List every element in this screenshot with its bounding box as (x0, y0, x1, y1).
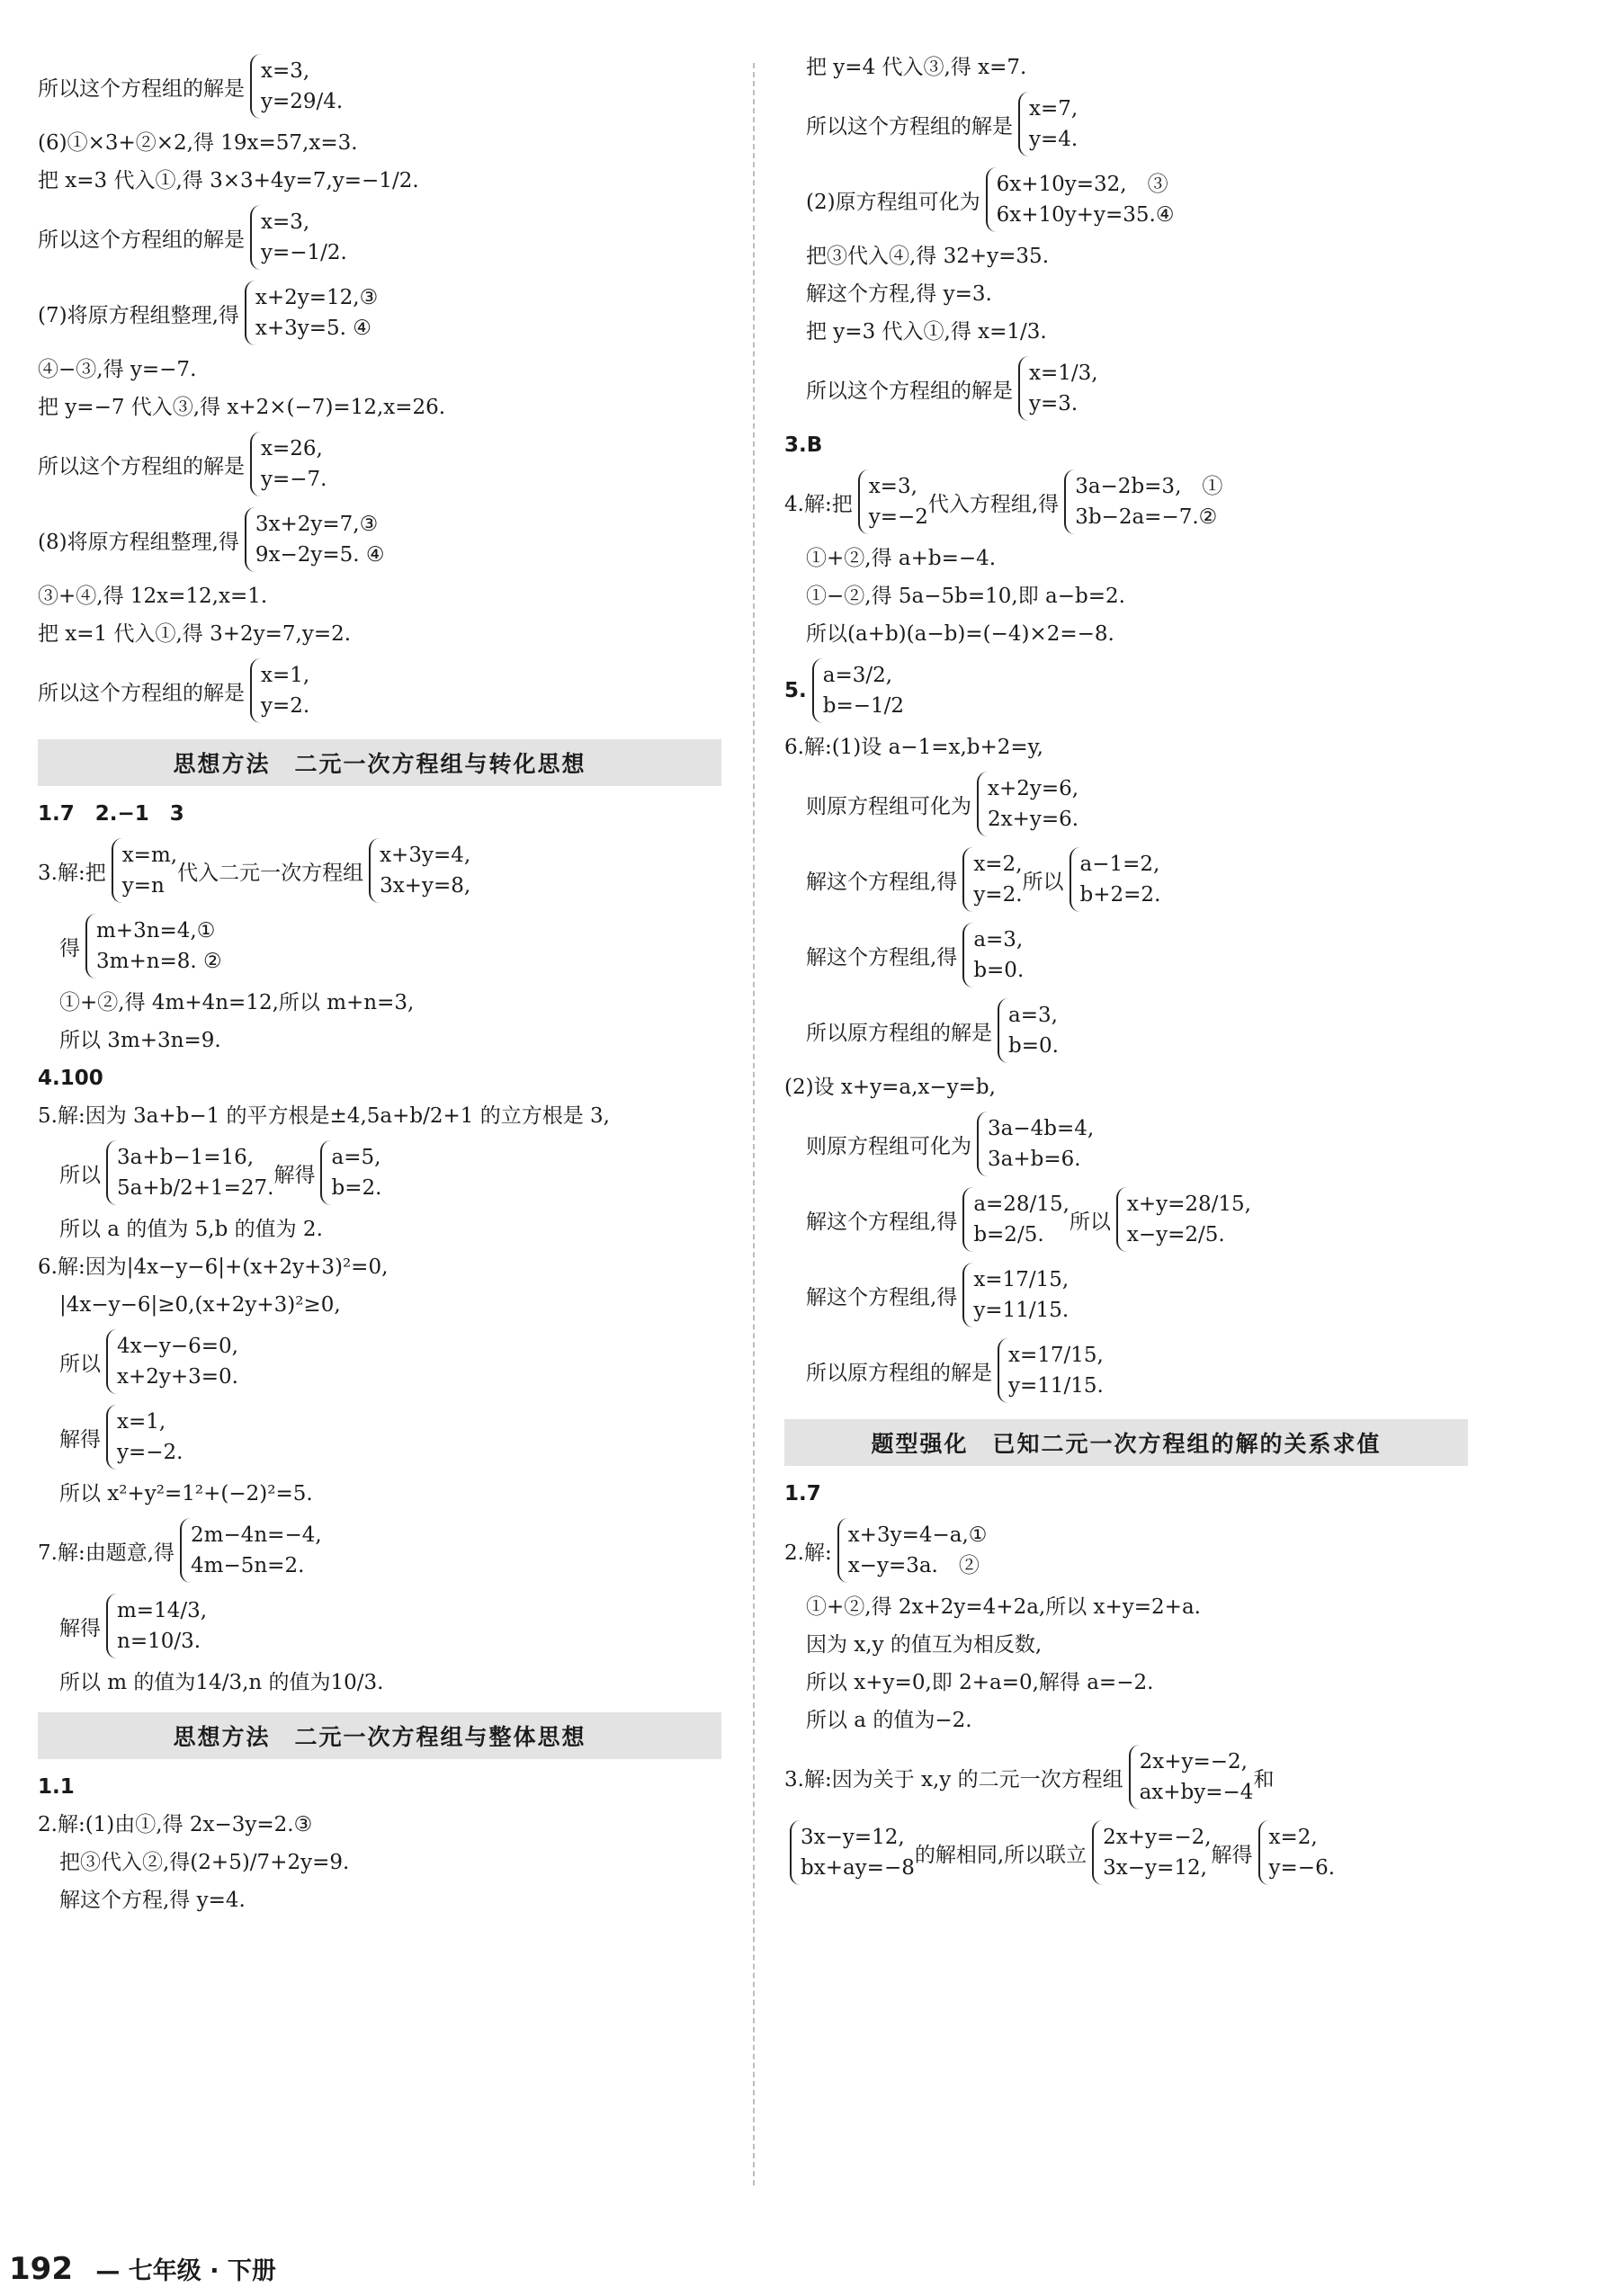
text-line: ④−③,得 y=−7. (38, 358, 197, 381)
solution-line: 则原方程组可化为 3a−4b=4, 3a+b=6. (784, 1112, 1468, 1176)
text-line: 把 x=1 代入①,得 3+2y=7,y=2. (38, 622, 352, 646)
equation-system: 2x+y=−2, ax+by=−4 (1129, 1745, 1254, 1809)
equation-system: x=2, y=−6. (1258, 1820, 1335, 1885)
text-line: (6)①×3+②×2,得 19x=57,x=3. (38, 131, 358, 155)
answer-line: 1.1 (38, 1775, 75, 1799)
equation-system: 4x−y−6=0, x+2y+3=0. (106, 1329, 238, 1394)
text-line: 所以 a 的值为−2. (806, 1709, 972, 1732)
equation-system: a=3, b=0. (962, 923, 1024, 987)
grade-label: 七年级 · 下册 (128, 2257, 276, 2285)
text-line: ①−②,得 5a−5b=10,即 a−b=2. (806, 585, 1125, 608)
solution-line: 解这个方程组,得 x=17/15, y=11/15. (784, 1263, 1468, 1327)
solution-line: 所以 3a+b−1=16, 5a+b/2+1=27. 解得 a=5, b=2. (38, 1140, 721, 1205)
answer-line: 3.B (784, 433, 823, 457)
text-line: |4x−y−6|≥0,(x+2y+3)²≥0, (59, 1293, 341, 1317)
text-line: ①+②,得 a+b=−4. (806, 547, 997, 570)
equation-system: a=5, b=2. (320, 1140, 381, 1205)
text-line: 解这个方程,得 y=3. (806, 282, 992, 306)
solution-line: 解这个方程组,得 x=2, y=2. 所以 a−1=2, b+2=2. (784, 847, 1468, 912)
solution-line: 解得 m=14/3, n=10/3. (38, 1594, 721, 1658)
footer-dash: — (95, 2257, 121, 2285)
text-line: 所以 x²+y²=1²+(−2)²=5. (59, 1482, 313, 1505)
equation-system: m=14/3, n=10/3. (106, 1594, 207, 1658)
equation-system: a=3, b=0. (998, 998, 1059, 1063)
right-column (784, 54, 1468, 1896)
text-line: 6.解:(1)设 a−1=x,b+2=y, (784, 736, 1043, 759)
solution-line: (8)将原方程组整理,得 3x+2y=7,③ 9x−2y=5. ④ (38, 507, 721, 572)
text-line: 所以 x+y=0,即 2+a=0,解得 a=−2. (806, 1671, 1154, 1694)
equation-system: m+3n=4,① 3m+n=8. ② (85, 914, 222, 978)
solution-line: 得 m+3n=4,① 3m+n=8. ② (38, 914, 721, 978)
solution-line: 所以原方程组的解是 a=3, b=0. (784, 998, 1468, 1063)
solution-line: (7)将原方程组整理,得 x+2y=12,③ x+3y=5. ④ (38, 281, 721, 345)
solution-line: 所以这个方程组的解是 x=3, y=−1/2. (38, 205, 721, 270)
solution-line: 所以 4x−y−6=0, x+2y+3=0. (38, 1329, 721, 1394)
equation-system: x=17/15, y=11/15. (962, 1263, 1069, 1327)
section-header: 思想方法 二元一次方程组与转化思想 (38, 739, 721, 786)
solution-line: 所以原方程组的解是 x=17/15, y=11/15. (784, 1338, 1468, 1403)
solution-line: 解这个方程组,得 a=3, b=0. (784, 923, 1468, 987)
section-header: 思想方法 二元一次方程组与整体思想 (38, 1712, 721, 1759)
solution-line: 则原方程组可化为 x+2y=6, 2x+y=6. (784, 772, 1468, 836)
equation-system: x=3, y=29/4. (250, 54, 343, 119)
text-line: 把③代入④,得 32+y=35. (806, 245, 1050, 268)
equation-system: 2m−4n=−4, 4m−5n=2. (180, 1518, 322, 1583)
section-header: 题型强化 已知二元一次方程组的解的关系求值 (784, 1419, 1468, 1466)
page-number: 192 (9, 2251, 73, 2287)
equation-system: 3a+b−1=16, 5a+b/2+1=27. (106, 1140, 273, 1205)
text-line: ①+②,得 2x+2y=4+2a,所以 x+y=2+a. (806, 1595, 1201, 1619)
text-line: 所以 a 的值为 5,b 的值为 2. (59, 1218, 323, 1241)
text-line: ③+④,得 12x=12,x=1. (38, 585, 268, 608)
solution-line: 解这个方程组,得 a=28/15, b=2/5. 所以 x+y=28/15, x−y=2/5. (784, 1187, 1468, 1252)
text-line: 2.解:(1)由①,得 2x−3y=2.③ (38, 1813, 313, 1836)
solution-line: 所以这个方程组的解是 x=1/3, y=3. (784, 356, 1468, 421)
page-footer (9, 2251, 276, 2287)
solution-line: 所以这个方程组的解是 x=1, y=2. (38, 658, 721, 723)
solution-line: 所以这个方程组的解是 x=7, y=4. (784, 92, 1468, 156)
equation-system: x+2y=6, 2x+y=6. (977, 772, 1078, 836)
equation-system: x=26, y=−7. (250, 432, 327, 496)
equation-system: a=28/15, b=2/5. (962, 1187, 1070, 1252)
equation-system: x=17/15, y=11/15. (998, 1338, 1104, 1403)
text-line: 所以 m 的值为14/3,n 的值为10/3. (59, 1671, 384, 1694)
equation-system: x=1, y=−2. (106, 1405, 183, 1470)
equation-system: 3x−y=12, bx+ay=−8 (790, 1820, 915, 1885)
equation-system: x+y=28/15, x−y=2/5. (1116, 1187, 1251, 1252)
answer-line: 4.100 (38, 1067, 103, 1090)
equation-system: x=1/3, y=3. (1018, 356, 1098, 421)
equation-system: a=3/2, b=−1/2 (812, 658, 904, 723)
solution-line: 5. a=3/2, b=−1/2 (784, 658, 1468, 723)
column-divider (753, 63, 755, 2185)
text-line: 因为 x,y 的值互为相反数, (806, 1633, 1043, 1657)
equation-system: x=3, y=−1/2. (250, 205, 347, 270)
text-line: (2)设 x+y=a,x−y=b, (784, 1076, 996, 1099)
solution-line: 4.解:把 x=3, y=−2 代入方程组,得 3a−2b=3, ① 3b−2a=−7.② (784, 469, 1468, 534)
text-line: 把 y=−7 代入③,得 x+2×(−7)=12,x=26. (38, 396, 446, 419)
equation-system: a−1=2, b+2=2. (1070, 847, 1161, 912)
equation-system: x+3y=4, 3x+y=8, (369, 838, 470, 903)
solution-line: 解得 x=1, y=−2. (38, 1405, 721, 1470)
answer-line: 1.7 2.−1 3 (38, 802, 184, 826)
text-line: 5.解:因为 3a+b−1 的平方根是±4,5a+b/2+1 的立方根是 3, (38, 1104, 610, 1128)
equation-system: x=1, y=2. (250, 658, 309, 723)
text-line: 把③代入②,得(2+5)/7+2y=9. (59, 1851, 350, 1874)
equation-system: 3a−2b=3, ① 3b−2a=−7.② (1064, 469, 1222, 534)
solution-line: 3.解:把 x=m, y=n 代入二元一次方程组 x+3y=4, 3x+y=8, (38, 838, 721, 903)
equation-system: x=2, y=2. (962, 847, 1022, 912)
solution-line: 所以这个方程组的解是 x=3, y=29/4. (38, 54, 721, 119)
text-line: 把 y=4 代入③,得 x=7. (806, 56, 1027, 79)
solution-line: 3.解:因为关于 x,y 的二元一次方程组 2x+y=−2, ax+by=−4 和 (784, 1745, 1468, 1809)
equation-system: x=7, y=4. (1018, 92, 1078, 156)
left-column (38, 54, 721, 1925)
equation-system: 2x+y=−2, 3x−y=12, (1092, 1820, 1211, 1885)
equation-system: x=m, y=n (112, 838, 177, 903)
equation-system: x+3y=4−a,① x−y=3a. ② (837, 1518, 988, 1583)
solution-line: 所以这个方程组的解是 x=26, y=−7. (38, 432, 721, 496)
equation-system: x+2y=12,③ x+3y=5. ④ (245, 281, 378, 345)
solution-line: 2.解: x+3y=4−a,① x−y=3a. ② (784, 1518, 1468, 1583)
answer-line: 1.7 (784, 1482, 821, 1505)
solution-line: 7.解:由题意,得 2m−4n=−4, 4m−5n=2. (38, 1518, 721, 1583)
text-line: 解这个方程,得 y=4. (59, 1889, 246, 1912)
equation-system: 6x+10y=32, ③ 6x+10y+y=35.④ (986, 167, 1175, 232)
solution-line: (2)原方程组可化为 6x+10y=32, ③ 6x+10y+y=35.④ (784, 167, 1468, 232)
equation-system: x=3, y=−2 (858, 469, 928, 534)
equation-system: 3a−4b=4, 3a+b=6. (977, 1112, 1094, 1176)
text-line: 6.解:因为|4x−y−6|+(x+2y+3)²=0, (38, 1255, 389, 1279)
text-line: 所以 3m+3n=9. (59, 1029, 221, 1052)
equation-system: 3x+2y=7,③ 9x−2y=5. ④ (245, 507, 385, 572)
text-line: ①+②,得 4m+4n=12,所以 m+n=3, (59, 991, 415, 1014)
text-line: 把 y=3 代入①,得 x=1/3. (806, 320, 1047, 344)
text-line: 把 x=3 代入①,得 3×3+4y=7,y=−1/2. (38, 169, 419, 192)
text-line: 所以(a+b)(a−b)=(−4)×2=−8. (806, 622, 1114, 646)
solution-line: 3x−y=12, bx+ay=−8 的解相同,所以联立 2x+y=−2, 3x−y=12, 解得 x=2, y=−6. (784, 1820, 1468, 1885)
